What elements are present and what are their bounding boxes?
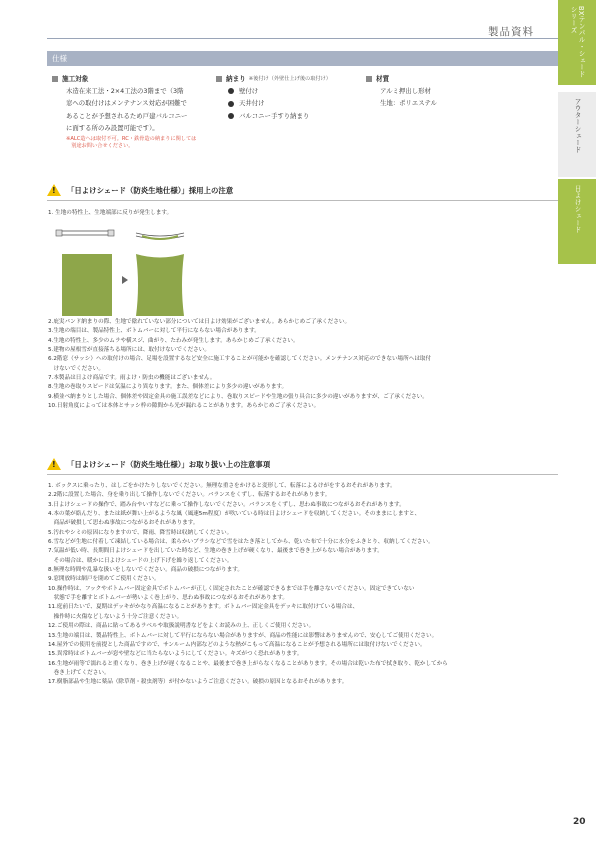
spec-target-column: [52, 73, 212, 150]
list-item: 5.建物の屋根雪が直接落ちる場所には、取付けないでください。: [48, 347, 210, 354]
section2-divider: [47, 474, 558, 475]
spec-material-line: 生地：ポリエステル: [380, 99, 437, 108]
section2-title: ! 「日よけシェード（防炎生地仕様）」お取り扱い上の注意事項: [47, 458, 270, 470]
list-item: 状態で手を離すとボトムバーが勢いよく巻上がり、思わぬ事故につながるおそれがあります。: [48, 595, 288, 602]
list-item: 7.本製品は日よけ商品です。雨よけ・防虫の機能はございません。: [48, 375, 216, 382]
list-item: 15.異常時はボトムバーが窓や壁などに当たらないようにしてください。キズがつく恐れがあります。: [48, 651, 303, 658]
square-bullet-icon: [366, 76, 372, 82]
spec-mount-heading: 納まり ※後付け（外壁仕上げ後の取付け）: [216, 73, 366, 85]
section1-title: ! 「日よけシェード（防炎生地仕様）」採用上の注意: [47, 184, 233, 196]
list-item: 商品が破損して思わぬ事故につながるおそれがあります。: [48, 520, 199, 527]
list-item: 4.生地の特性上、多少のムラや横スジ、曲がり、たわみが発生します。あらかじめご了承ください。: [48, 337, 299, 344]
warning-icon: [47, 458, 61, 470]
warning-icon: [47, 184, 61, 196]
section1-item: 1. 生地の特性上、生地端部に反りが発生します。: [48, 210, 173, 216]
list-item: 17.樹脂部品や生地に薬品（除草剤・殺虫剤等）が付かないようご注意ください。破損の原因となるおそれがあります。: [48, 679, 348, 686]
section1-list: [48, 318, 558, 411]
list-item: 14.屋外での使用を前提とした商品ですので、サンルーム内部などのような熱がこもって高温になることが予想される場所には取付けないでください。: [48, 641, 426, 648]
list-item: 8.無理な時間や乱暴な扱いをしないでください。商品の破損につながります。: [48, 567, 243, 574]
page-number: 20: [573, 817, 586, 827]
spec-material-line: アルミ押出し形材: [380, 87, 431, 96]
bullet-dot-icon: [228, 113, 234, 119]
side-tab-label: BXテンパル・シェード シリーズ: [569, 6, 585, 78]
list-item: 11.庭前日たいで、夏期はデッキがかなり高温になることがあります。ボトムバー固定金具をデッキに取付けている場合は、: [48, 604, 359, 611]
list-item: 3.生地の端目は、製品特性上、ボトムバーに対して平行にならない場合があります。: [48, 328, 260, 335]
spec-target-line: 窓への取付けはメンテナンス対応が困難で: [66, 99, 187, 108]
spec-section-bar: 仕様: [47, 51, 558, 66]
bar-icon: [60, 231, 110, 235]
section2-list: [48, 482, 558, 688]
list-item: 2.2階に設置した場合、身を乗り出して操作しないでください。バランスをくずし、転落するおそれがあります。: [48, 492, 331, 499]
side-tab-label: アウターシェード: [573, 98, 581, 154]
list-item: 4.本の葉が絡んだり、または紙が舞い上がるような風（風速5m程度）が吹いている時は日よけシェードを収納してください。そのままにしますと、: [48, 511, 421, 518]
spec-mount-column: [216, 73, 366, 122]
list-item: 10.日射角度によっては本体とサッシ枠の隙間から光が漏れることがあります。あらかじめご了承ください。: [48, 403, 320, 410]
fabric-curled-icon: [136, 254, 184, 316]
spec-material-heading: 材質: [366, 73, 516, 85]
list-item: 8.生地の巻取りスピードは気温により異なります。また、個体差により多少の違いがあります。: [48, 384, 288, 391]
list-item: 9.横並べ納まりとした場合、個体差や固定金具の施工誤差などにより、巻取りスピードや生地の張り具合に多少の違いがありますが、ご了承ください。: [48, 393, 428, 400]
list-item: 10.操作時は、フックやボトムバー固定金具でボトムバーが正しく固定されたことが確認できるまでは手を離さないでください。固定できていない: [48, 585, 415, 592]
list-item: 3.日よけシェードの操作で、踏み台やいすなどに乗って操作しないでください。バランスをくずし、思わぬ事故につながるおそれがあります。: [48, 501, 405, 508]
list-item: 操作時に火傷などしないよう十分ご注意ください。: [48, 613, 183, 620]
list-item: 7.気温が低い時、長期間日よけシェードを出していた時など、生地の巻き上げが硬くなり、最後まで巻き上がらない場合があります。: [48, 548, 383, 555]
list-item: 巻き上げてください。: [48, 669, 110, 676]
list-item: けないでください。: [48, 365, 104, 372]
spec-target-line: 木造在来工法・2×4工法の3階まで（3階: [66, 87, 184, 96]
list-item: 2.庇実バンド納まりの際、生地で陰れていない部分については日よけ効果がございません。あらかじめご了承ください。: [48, 319, 351, 325]
list-item: 5.汚れやシミの原因になりますので、降雨、降雪時は収納してください。: [48, 529, 233, 536]
spec-mount-item: 天井付け: [216, 97, 366, 109]
spec-mount-item: 壁付け: [216, 85, 366, 97]
side-tab-sunshade[interactable]: [558, 179, 596, 264]
square-bullet-icon: [52, 76, 58, 82]
side-tab-bx-series[interactable]: [558, 0, 596, 85]
spec-target-heading: 施工対象: [52, 73, 212, 85]
bullet-dot-icon: [228, 88, 234, 94]
page-header-title: 製品資料: [488, 26, 534, 38]
side-tab-label: 日よけシェード: [573, 185, 581, 234]
spec-target-note: ※ALC造へは取付不可。RC・鉄骨造の納まりに関しては 別途お問い合せください。: [66, 136, 197, 150]
list-item: 9.窓開放時は網戸を閉めてご使用ください。: [48, 576, 160, 583]
arrow-right-icon: [122, 276, 128, 284]
spec-target-line: あることが予想されるため戸建バルコニー: [66, 111, 188, 120]
list-item: 6.雪などが生地に付着して凍結している場合は、柔らかいブラシなどで雪をはたき落としてから、乾いた布で十分に水分をふきとり、収納してください。: [48, 539, 434, 546]
section1-divider: [47, 200, 558, 201]
list-item: 12.ご使用の際は、商品に貼ってあるラベルや取扱説明書などをよくお読みの上、正しくご使用ください。: [48, 623, 315, 630]
list-item: 16.生地が雨等で濡れると重くなり、巻き上げが遅くなることや、最後まで巻き上がらなくなることがあります。その場合は乾いた布で拭き取り、乾かしてから: [48, 660, 448, 667]
side-tab-outer-shade[interactable]: [558, 92, 596, 177]
list-item: 13.生地の端目は、製品特性上、ボトムバーに対して平行にならない場合がありますが、商品の性能には影響はありませんので、安心してご使用ください。: [48, 632, 438, 639]
list-item: その場合は、暖かに日よけシェードの上げ下げを繰り返してください。: [48, 557, 233, 564]
header-divider: [47, 38, 558, 39]
spec-mount-item: バルコニー手すり納まり: [216, 110, 366, 122]
fabric-flat-icon: [62, 254, 112, 316]
fabric-curl-diagram: [52, 224, 192, 318]
spec-target-line: に面する所のみ設置可能です）。: [66, 123, 159, 132]
spec-material-column: [366, 73, 516, 110]
list-item: 6.2階窓（サッシ）への取付けの場合、足場を設置するなど安全に施工することが可能かを確認してください。メンテナンス対応のできない場所へは取付: [48, 356, 432, 363]
square-bullet-icon: [216, 76, 222, 82]
list-item: 1. ボックスに乗ったり、はしごをかけたりしないでください。無理な重さをかけると変形して、転落によるけがをするおそれがあります。: [48, 483, 396, 489]
bullet-dot-icon: [228, 101, 234, 107]
